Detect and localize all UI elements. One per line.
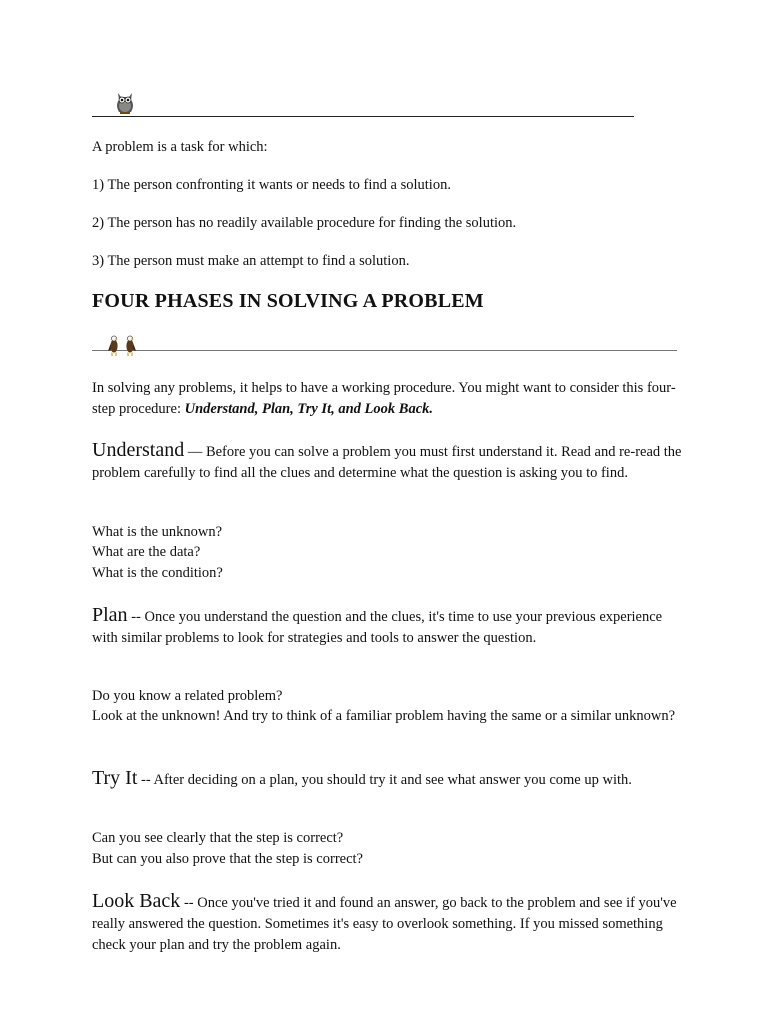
question: Do you know a related problem? [92, 688, 283, 704]
lead-text: In solving any problems, it helps to have a working procedure. You might want to consider this four-step procedure: [92, 380, 676, 417]
question: Can you see clearly that the step is correct? [92, 830, 344, 846]
phase-term: Look Back [92, 890, 181, 912]
phase-plan [92, 605, 682, 649]
phase-try-it [92, 768, 682, 791]
phase-dash: -- [180, 895, 198, 911]
question: What are the data? [92, 544, 201, 560]
phase-text: Once you understand the question and the clues, it's time to use your previous experience with similar problems to look for strategies and tools to answer the question. [92, 609, 663, 646]
question: Look at the unknown! And try to think of a familiar problem having the same or a similar unknown? [92, 708, 676, 724]
phase-understand [92, 440, 682, 484]
phase-term: Plan [92, 604, 128, 626]
section-divider [92, 350, 677, 351]
eagles-icon [106, 333, 142, 359]
lead-emphasis: Understand, Plan, Try It, and Look Back. [184, 401, 434, 417]
phase-dash: -- [127, 609, 145, 625]
criterion-1: 1) The person confronting it wants or needs to find a solution. [92, 177, 451, 193]
section-heading: FOUR PHASES IN SOLVING A PROBLEM [92, 290, 484, 312]
phase-dash: — [184, 444, 206, 460]
phase-text: Before you can solve a problem you must first understand it. Read and re-read the problem carefully to find all the clues and determine what the question is asking you to find. [92, 444, 682, 481]
criterion-3: 3) The person must make an attempt to find a solution. [92, 253, 410, 269]
owl-icon [113, 89, 137, 117]
phase-term: Understand [92, 439, 185, 461]
phase-text: Once you've tried it and found an answer, go back to the problem and see if you've really answered the question. Sometimes it's easy to overlook something. If you missed something check your plan and try the problem again. [92, 895, 677, 953]
phase-term: Try It [92, 767, 138, 789]
lead-paragraph [92, 378, 682, 420]
question: What is the condition? [92, 565, 223, 581]
phase-text: After deciding on a plan, you should try it and see what answer you come up with. [153, 772, 632, 788]
criterion-2: 2) The person has no readily available procedure for finding the solution. [92, 215, 517, 231]
question: But can you also prove that the step is correct? [92, 851, 363, 867]
top-divider [92, 116, 634, 117]
intro-line: A problem is a task for which: [92, 139, 268, 155]
phase-look-back [92, 891, 682, 956]
phase-dash: -- [137, 772, 154, 788]
question: What is the unknown? [92, 524, 223, 540]
